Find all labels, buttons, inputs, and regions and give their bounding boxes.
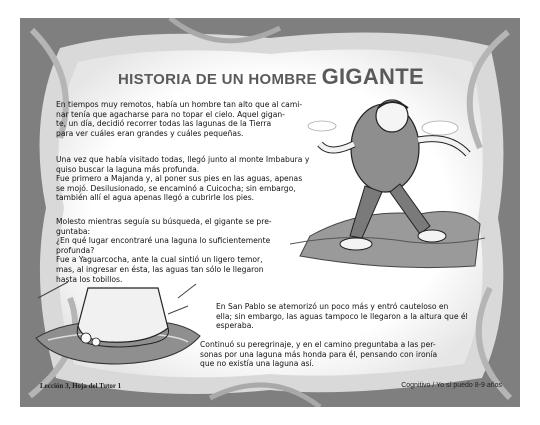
story-paragraph-3: Molesto mientras seguía su búsqueda, el gigante se pre- guntaba: ¿En qué lugar encontraré una laguna lo suficientemente profunda? Fue a Yaguarcocha, ante la cual sintió un ligero temor, mas, al ingresar en ésta, las aguas tan sólo le llegaron hasta los tobillos. — [56, 217, 272, 284]
giant-walking-illustration — [290, 96, 485, 271]
footer-category-label: Cognitivo / Yo sí puedo 8-9 años — [401, 382, 502, 389]
title-part1: HISTORIA DE UN HOMBRE — [118, 71, 317, 88]
story-paragraph-2: Una vez que había visitado todas, llegó junto al monte Imbabura y quiso buscar la laguna más profunda. Fue primero a Majanda y, al poner sus pies en las aguas, apenas se mojó. Desilusionado, se encaminó a Cuicocha; sin embargo, también allí el agua apenas llegó a cubrirle los pies. — [56, 155, 310, 203]
footer-lesson-label: Lección 3, Hoja del Tutor 1 — [40, 382, 122, 390]
page-title — [96, 64, 446, 90]
story-paragraph-5: Continuó su peregrinaje, y en el camino preguntaba a las per- sonas por una laguna más honda para él, pensando con ironía que no existía una laguna así. — [200, 340, 438, 369]
giant-foot-lake-illustration — [28, 278, 203, 368]
story-paragraph-1: En tiempos muy remotos, había un hombre tan alto que al cami- nar tenía que agacharse para no topar el cielo. Aquel gigan- te, un día, decidió recorrer todas las lagunas de la Tierra para ver cuáles eran grandes y cuáles pequeñas. — [56, 100, 303, 138]
story-paragraph-4: En San Pablo se atemorizó un poco más y entró cauteloso en ella; sin embargo, las aguas tampoco le llegaron a la altura que él esperaba. — [216, 302, 468, 331]
title-part2: GIGANTE — [321, 64, 424, 89]
